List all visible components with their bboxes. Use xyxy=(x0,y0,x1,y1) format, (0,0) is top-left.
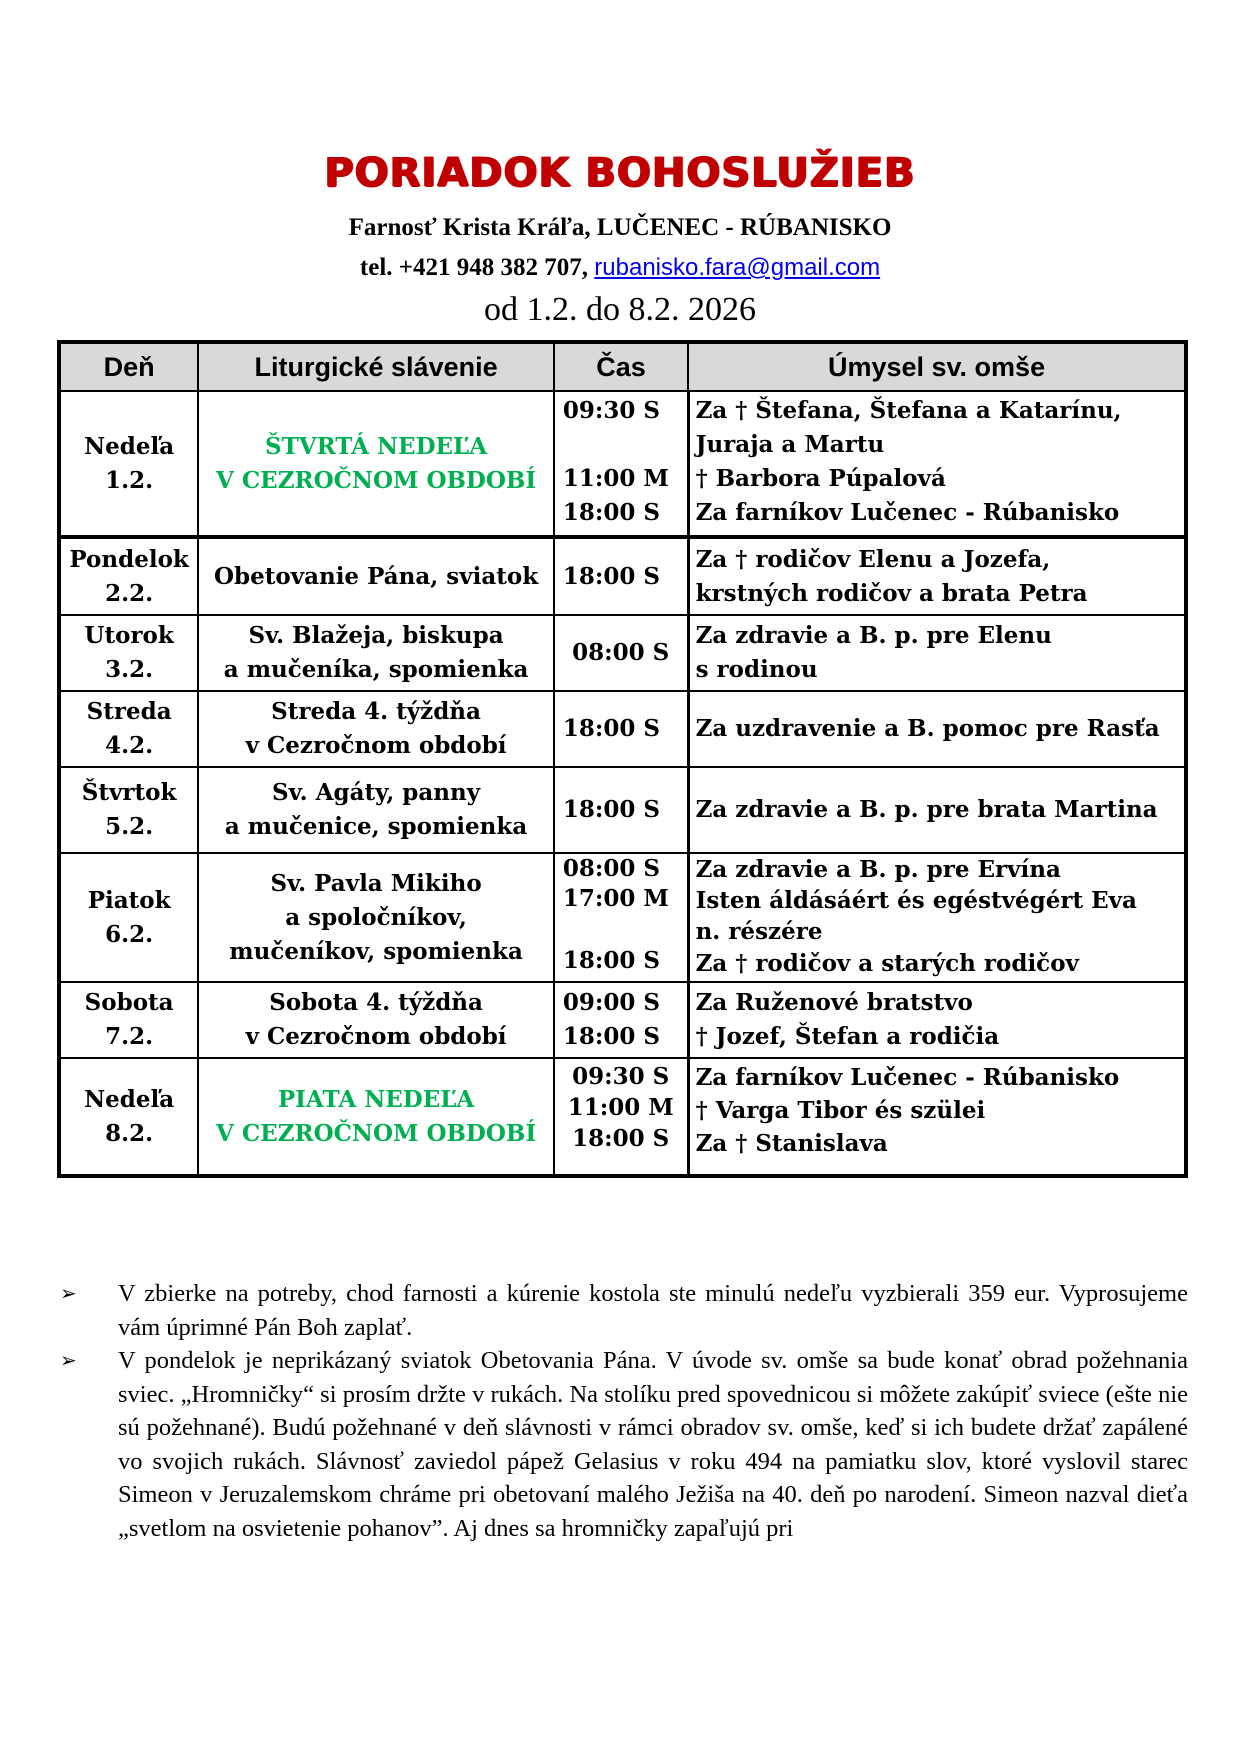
intention-cell: Za uzdravenie a B. pomoc pre Rasťa xyxy=(688,691,1186,767)
column-header-time: Čas xyxy=(554,342,688,391)
time-cell: 09:30 S 11:00 M 18:00 S xyxy=(554,391,688,537)
table-row xyxy=(59,537,1186,615)
liturgy-cell: ŠTVRTÁ NEDEĽA V CEZROČNOM OBDOBÍ xyxy=(198,391,554,537)
intention-cell: Za zdravie a B. p. pre Ervína Isten áldásáért és egéstvégért Eva n. részére Za † rodičov a starých rodičov xyxy=(688,853,1186,982)
arrow-bullet-icon: ➢ xyxy=(60,1281,77,1305)
time-cell: 08:00 S 17:00 M 18:00 S xyxy=(554,853,688,982)
intention-cell: Za † rodičov Elenu a Jozefa, krstných rodičov a brata Petra xyxy=(688,537,1186,615)
liturgy-cell: Streda 4. týždňa v Cezročnom období xyxy=(198,691,554,767)
time-cell: 09:00 S 18:00 S xyxy=(554,982,688,1058)
email-link[interactable]: rubanisko.fara@gmail.com xyxy=(594,254,881,281)
column-header-intention: Úmysel sv. omše xyxy=(688,342,1186,391)
liturgy-cell: Sv. Blažeja, biskupa a mučeníka, spomienka xyxy=(198,615,554,691)
contact-line xyxy=(0,254,1240,282)
intention-cell: Za Ruženové bratstvo † Jozef, Štefan a rodičia xyxy=(688,982,1186,1058)
day-cell: Piatok 6.2. xyxy=(59,853,198,982)
page-title: PORIADOK BOHOSLUŽIEB xyxy=(324,150,916,196)
day-cell: Pondelok 2.2. xyxy=(59,537,198,615)
column-header-liturgy: Liturgické slávenie xyxy=(198,342,554,391)
time-cell: 18:00 S xyxy=(554,537,688,615)
day-cell: Nedeľa 1.2. xyxy=(59,391,198,537)
date-range: od 1.2. do 8.2. 2026 xyxy=(484,291,756,328)
table-row xyxy=(59,853,1186,982)
intention-cell: Za zdravie a B. p. pre Elenu s rodinou xyxy=(688,615,1186,691)
liturgy-cell: PIATA NEDEĽA V CEZROČNOM OBDOBÍ xyxy=(198,1058,554,1176)
mass-schedule-table xyxy=(57,340,1188,1178)
announcement-text: V pondelok je neprikázaný sviatok Obetovania Pána. V úvode sv. omše sa bude konať obrad požehnania sviec. „Hromničky“ si prosím držte v rukách. Na stolíku pred spovednicou si môžete zakúpiť sviece (ešte nie sú požehnané). Budú požehnané v deň slávnosti v rámci obradov sv. omše, keď si ich budete držať zapálené vo svojich rukách. Slávnosť zaviedol pápež Gelasius v roku 494 na pamiatku slov, ktoré vyslovil starec Simeon v Jeruzalemskom chráme pri obetovaní malého Ježiša na 40. deň po narodení. Simeon nazval dieťa „svetlom na osvietenie pohanov”. Aj dnes sa hromničky zapaľujú pri xyxy=(118,1347,1188,1542)
day-cell: Nedeľa 8.2. xyxy=(59,1058,198,1176)
table-row xyxy=(59,1058,1186,1176)
announcements xyxy=(60,1277,1188,1545)
day-cell: Štvrtok 5.2. xyxy=(59,767,198,853)
intention-cell: Za farníkov Lučenec - Rúbanisko † Varga Tibor és szülei Za † Stanislava xyxy=(688,1058,1186,1176)
intention-cell: Za zdravie a B. p. pre brata Martina xyxy=(688,767,1186,853)
table-row xyxy=(59,691,1186,767)
time-cell: 09:30 S 11:00 M 18:00 S xyxy=(554,1058,688,1176)
table-row xyxy=(59,615,1186,691)
intention-cell: Za † Štefana, Štefana a Katarínu, Juraja a Martu † Barbora Púpalová Za farníkov Lučenec - Rúbanisko xyxy=(688,391,1186,537)
day-cell: Streda 4.2. xyxy=(59,691,198,767)
table-row xyxy=(59,767,1186,853)
phone-number: tel. +421 948 382 707, xyxy=(359,254,589,281)
announcement-text: V zbierke na potreby, chod farnosti a kúrenie kostola ste minulú nedeľu vyzbierali 359 eur. Vyprosujeme vám úprimné Pán Boh zaplať. xyxy=(118,1280,1188,1341)
liturgy-cell: Obetovanie Pána, sviatok xyxy=(198,537,554,615)
table-header-row xyxy=(59,342,1186,391)
table-row xyxy=(59,391,1186,537)
time-cell: 18:00 S xyxy=(554,767,688,853)
liturgy-cell: Sv. Agáty, panny a mučenice, spomienka xyxy=(198,767,554,853)
day-cell: Sobota 7.2. xyxy=(59,982,198,1058)
parish-name: Farnosť Krista Kráľa, LUČENEC - RÚBANISKO xyxy=(348,214,892,241)
arrow-bullet-icon: ➢ xyxy=(60,1348,77,1372)
liturgy-cell: Sv. Pavla Mikiho a spoločníkov, mučeníkov, spomienka xyxy=(198,853,554,982)
announcement-item xyxy=(60,1277,1188,1344)
announcement-item xyxy=(60,1344,1188,1545)
day-cell: Utorok 3.2. xyxy=(59,615,198,691)
liturgy-cell: Sobota 4. týždňa v Cezročnom období xyxy=(198,982,554,1058)
column-header-day: Deň xyxy=(59,342,198,391)
time-cell: 08:00 S xyxy=(554,615,688,691)
time-cell: 18:00 S xyxy=(554,691,688,767)
table-row xyxy=(59,982,1186,1058)
